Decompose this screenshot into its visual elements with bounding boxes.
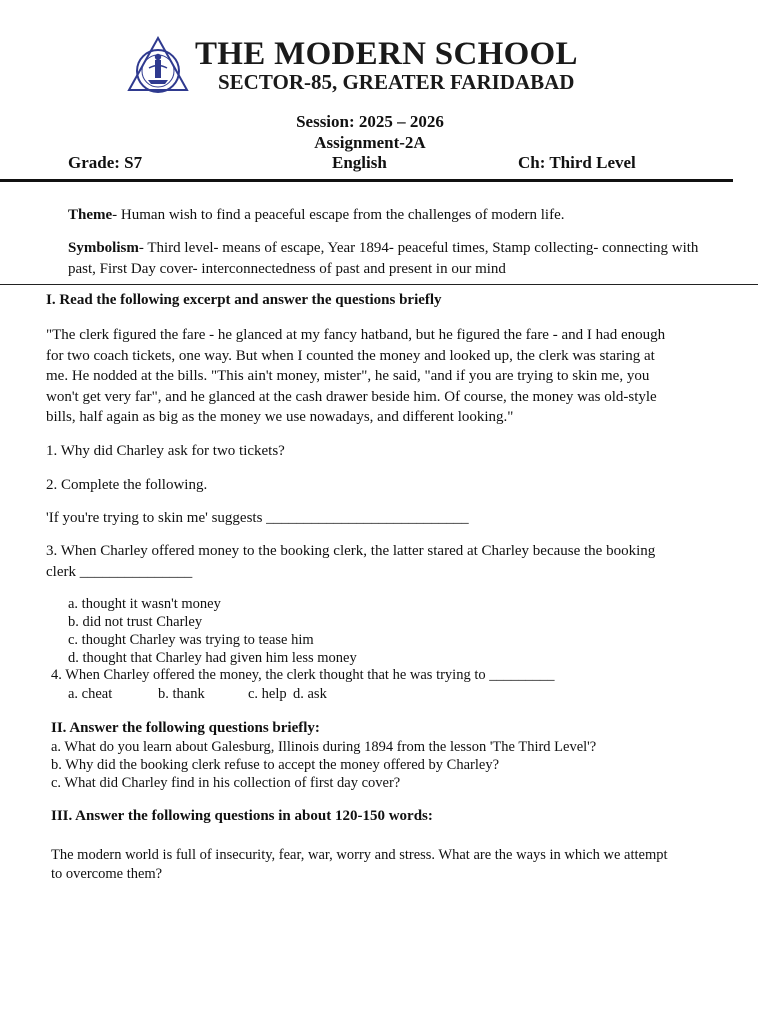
section-1-title: I. Read the following excerpt and answer the questions briefly bbox=[46, 292, 442, 308]
list-item: a. What do you learn about Galesburg, Illinois during 1894 from the lesson 'The Third Level'? bbox=[51, 739, 597, 755]
subject-label: English bbox=[332, 153, 387, 172]
option-item: a. cheat bbox=[68, 686, 113, 702]
symbolism-note bbox=[68, 238, 708, 280]
list-item: b. Why did the booking clerk refuse to accept the money offered by Charley? bbox=[51, 757, 500, 773]
school-name: THE MODERN SCHOOL bbox=[195, 36, 578, 72]
question-3: 3. When Charley offered money to the booking clerk, the latter stared at Charley because the booking clerk _______________ bbox=[46, 543, 656, 580]
question-4: 4. When Charley offered the money, the clerk thought that he was trying to _________ bbox=[51, 667, 555, 683]
assignment-title: Assignment-2A bbox=[314, 133, 426, 152]
question-2-prompt: 'If you're trying to skin me' suggests ___________________________ bbox=[46, 510, 469, 526]
option-item: d. ask bbox=[293, 686, 327, 702]
question-2: 2. Complete the following. bbox=[46, 477, 208, 493]
section-divider bbox=[0, 284, 758, 285]
option-item: c. thought Charley was trying to tease him bbox=[68, 632, 314, 648]
option-item: b. did not trust Charley bbox=[68, 614, 203, 630]
question-4-options bbox=[68, 685, 327, 703]
option-item: a. thought it wasn't money bbox=[68, 596, 221, 612]
option-item: d. thought that Charley had given him less money bbox=[68, 650, 357, 666]
list-item: c. What did Charley find in his collection of first day cover? bbox=[51, 775, 401, 791]
section-2-questions bbox=[51, 738, 596, 792]
school-logo bbox=[127, 36, 189, 94]
option-item: b. thank bbox=[158, 686, 205, 702]
symbolism-label: Symbolism bbox=[68, 240, 139, 256]
question-3-options bbox=[68, 595, 357, 667]
section-3-question: The modern world is full of insecurity, fear, war, worry and stress. What are the ways in which we attempt to overcome them? bbox=[51, 847, 668, 882]
school-address: SECTOR-85, GREATER FARIDABAD bbox=[218, 70, 575, 94]
chapter-label: Ch: Third Level bbox=[518, 153, 636, 172]
symbolism-text: - Third level- means of escape, Year 1894- peaceful times, Stamp collecting- connecting with past, First Day cover- interconnectedness of past and present in our mind bbox=[68, 240, 699, 277]
option-item: c. help bbox=[248, 686, 287, 702]
theme-text: - Human wish to find a peaceful escape from the challenges of modern life. bbox=[112, 207, 565, 223]
grade-label: Grade: S7 bbox=[68, 153, 143, 172]
question-1: 1. Why did Charley ask for two tickets? bbox=[46, 443, 285, 459]
session-line: Session: 2025 – 2026 bbox=[296, 112, 444, 131]
theme-label: Theme bbox=[68, 207, 113, 223]
section-3-title: III. Answer the following questions in about 120-150 words: bbox=[51, 808, 433, 824]
theme-note bbox=[68, 205, 708, 226]
header-divider bbox=[0, 179, 733, 182]
excerpt-passage: "The clerk figured the fare - he glanced at my fancy hatband, but he figured the fare - and I had enough for two coach tickets, one way. But when I counted the money and looked up, the clerk was staring at me. He nodded at the bills. "This ain't money, mister", he said, "and if you are trying to skin me, you won't get very far", and he glanced at the cash drawer beside him. Of course, the money was old-style bills, half again as big as the money we use nowadays, and different looking." bbox=[46, 327, 666, 425]
section-2-title: II. Answer the following questions briefly: bbox=[51, 720, 320, 736]
